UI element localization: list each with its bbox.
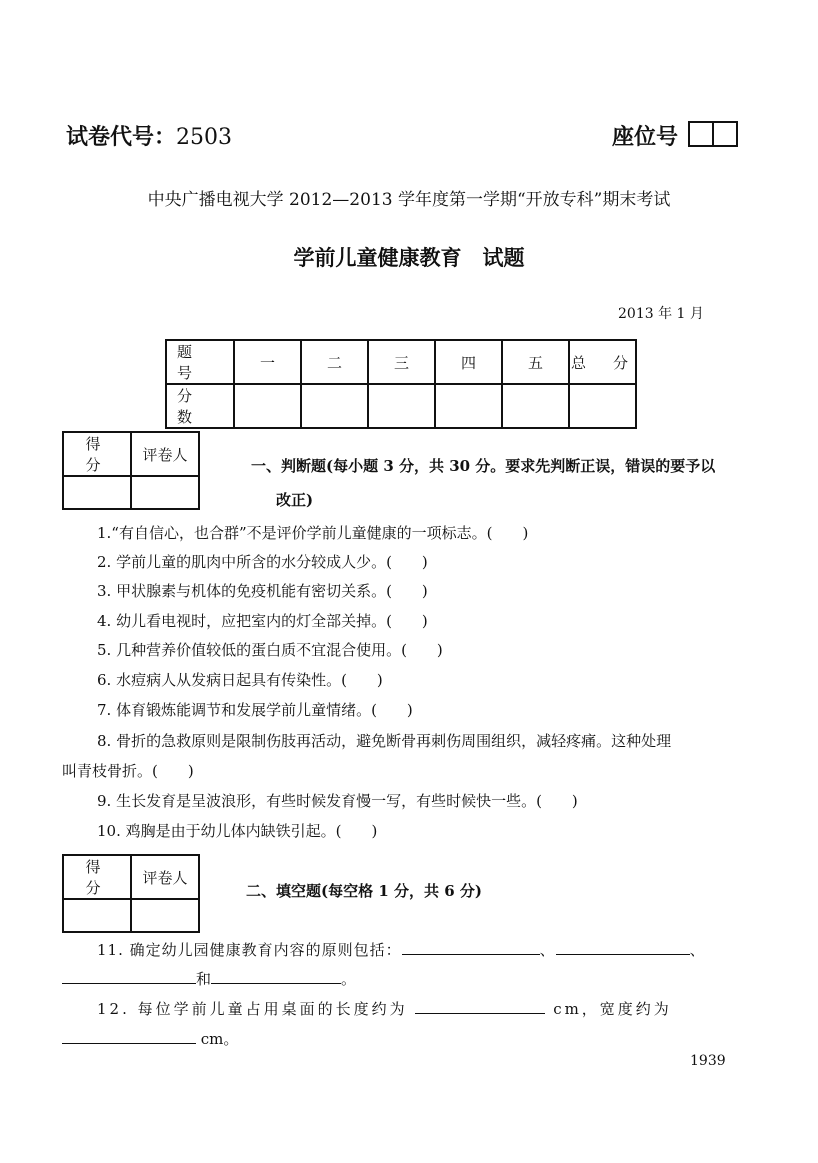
grader-empty-cell: [63, 899, 131, 932]
answer-blank: [556, 940, 690, 955]
question-item: [97, 998, 672, 1019]
score-table-cell: 二: [301, 340, 368, 384]
question-item: [97, 939, 706, 960]
q11-end: 。: [341, 970, 357, 988]
q11-separator: 、: [689, 941, 706, 959]
section1-title: 一、判断题(每小题 3 分，共 30 分。要求先判断正误，错误的要予以: [251, 457, 716, 475]
question-item: 7. 体育锻炼能调节和发展学前儿童情绪。( ): [97, 701, 413, 719]
exam-code-label: 试卷代号：: [66, 125, 177, 150]
grader-name-label: 评卷人: [131, 855, 199, 899]
section1-title-cont: 改正): [276, 491, 314, 509]
question-item-cont: [62, 1028, 238, 1049]
grader-name-label: 评卷人: [131, 432, 199, 476]
grader-empty-cell: [131, 476, 199, 509]
exam-date: 2013 年 1 月: [618, 306, 704, 322]
score-table-cell: 四: [435, 340, 502, 384]
score-table-cell: 题 号: [166, 340, 234, 384]
q11-separator: 、: [539, 941, 556, 959]
question-item: 4. 幼儿看电视时，应把室内的灯全部关掉。( ): [97, 612, 428, 630]
exam-code-value: 2503: [176, 125, 233, 150]
q12-end: cm。: [200, 1030, 239, 1048]
page-title: 学前儿童健康教育 试题: [293, 246, 525, 270]
score-table-header-row: [166, 340, 636, 384]
seat-label: 座位号: [612, 125, 679, 150]
score-table-cell: 分 数: [166, 384, 234, 428]
grader-empty-cell: [63, 476, 131, 509]
answer-blank: [211, 969, 341, 984]
grader-empty-cell: [131, 899, 199, 932]
score-table-empty-cell: [569, 384, 636, 428]
section2-title: 二、填空题(每空格 1 分，共 6 分): [246, 882, 482, 900]
question-item: 6. 水痘病人从发病日起具有传染性。( ): [97, 671, 383, 689]
exam-subtitle: 中央广播电视大学 2012—2013 学年度第一学期“开放专科”期末考试: [147, 190, 671, 210]
score-table-empty-cell: [368, 384, 435, 428]
question-item: 1.“有自信心，也合群”不是评价学前儿童健康的一项标志。( ): [97, 524, 529, 542]
question-item-cont: [62, 968, 356, 989]
question-item: 10. 鸡胸是由于幼儿体内缺铁引起。( ): [97, 822, 378, 840]
page-number: 1939: [690, 1053, 726, 1069]
score-table-cell: 三: [368, 340, 435, 384]
q12-mid: cm，宽度约为: [553, 1000, 672, 1018]
question-item: 5. 几种营养价值较低的蛋白质不宜混合使用。( ): [97, 641, 443, 659]
q11-text: 11. 确定幼儿园健康教育内容的原则包括：: [97, 941, 402, 959]
score-table-empty-cell: [502, 384, 569, 428]
score-table-cell: 五: [502, 340, 569, 384]
q12-text: 12. 每位学前儿童占用桌面的长度约为: [97, 1000, 408, 1018]
question-item-cont: 叫青枝骨折。( ): [62, 762, 194, 780]
score-table-empty-cell: [435, 384, 502, 428]
answer-blank: [402, 940, 540, 955]
question-item: 2. 学前儿童的肌肉中所含的水分较成人少。( ): [97, 553, 428, 571]
grader-score-label: 得 分: [63, 432, 131, 476]
score-table-cell: 一: [234, 340, 301, 384]
score-table-cell: 总 分: [569, 340, 636, 384]
question-item: 9. 生长发育是呈波浪形，有些时候发育慢一写，有些时候快一些。( ): [97, 792, 578, 810]
question-item: 3. 甲状腺素与机体的免疫机能有密切关系。( ): [97, 582, 428, 600]
score-table-empty-cell: [301, 384, 368, 428]
seat-number-box: [688, 121, 738, 147]
question-item: 8. 骨折的急救原则是限制伤肢再活动，避免断骨再刺伤周围组织，减轻疼痛。这种处理: [97, 732, 672, 750]
score-table: [165, 339, 637, 429]
score-table-score-row: [166, 384, 636, 428]
q11-and: 和: [196, 970, 212, 988]
answer-blank: [415, 999, 545, 1014]
grader-score-label: 得 分: [63, 855, 131, 899]
score-table-empty-cell: [234, 384, 301, 428]
grader-box-section2: [62, 854, 200, 933]
exam-code: [66, 120, 232, 151]
answer-blank: [62, 969, 196, 984]
answer-blank: [62, 1029, 196, 1044]
grader-box-section1: [62, 431, 200, 510]
